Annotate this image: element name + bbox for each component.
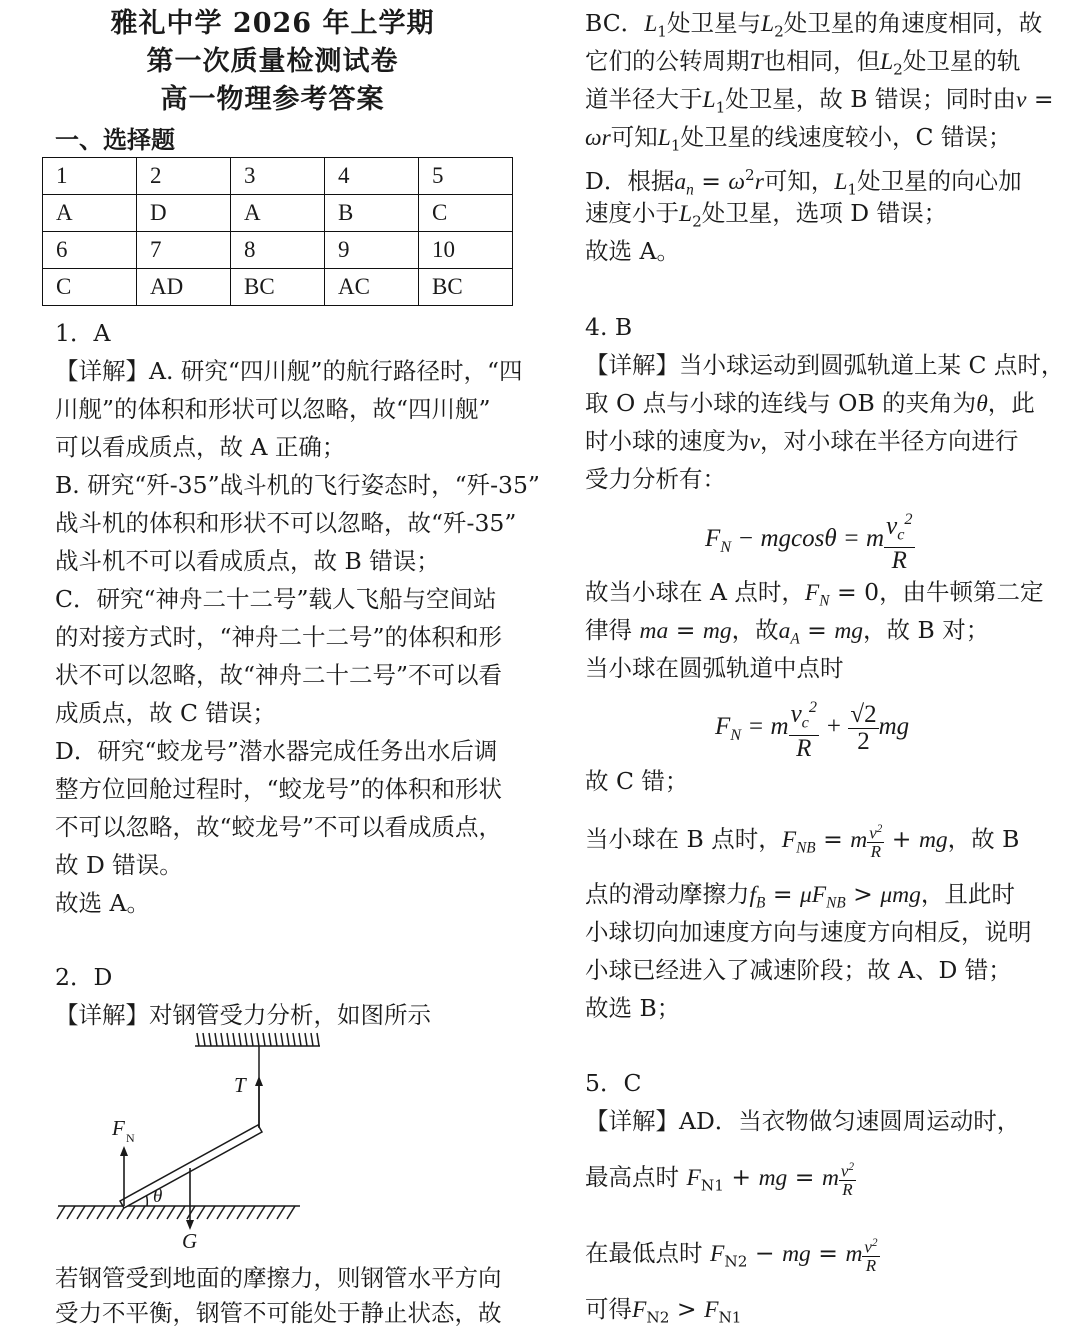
q1-line: 不可以忽略，故“蛟龙号”不可以看成质点， bbox=[55, 813, 503, 841]
section-title: 一、选择题 bbox=[55, 125, 175, 154]
table-row bbox=[43, 195, 513, 232]
table-cell: 9 bbox=[325, 232, 419, 269]
q3-conclusion: 故选 A。 bbox=[585, 237, 680, 265]
force-diagram bbox=[0, 1030, 545, 1265]
table-cell: 10 bbox=[419, 232, 513, 269]
q1-line: B. 研究“歼-35”战斗机的飞行姿态时，“歼-35” bbox=[55, 471, 540, 499]
exam-title-answer-key: 高一物理参考答案 bbox=[160, 84, 385, 115]
table-cell: 2 bbox=[137, 158, 231, 195]
q5-line: 最高点时 $F_{N1}$ + mg = m $\frac{v^2}{R}$ bbox=[585, 1161, 854, 1199]
q1-heading: 1．A bbox=[55, 319, 111, 347]
q3-line: BC．$L_1$处卫星与$L_2$处卫星的角速度相同，故 bbox=[585, 9, 1043, 41]
q4-line: 受力分析有： bbox=[585, 465, 726, 493]
q2-intro: 【详解】对钢管受力分析，如图所示 bbox=[55, 1001, 431, 1029]
ground-hatch bbox=[57, 1206, 295, 1219]
q2-heading: 2．D bbox=[55, 963, 113, 991]
table-cell: AD bbox=[137, 269, 231, 306]
q1-line: 战斗机不可以看成质点，故 B 错误； bbox=[55, 547, 440, 575]
table-cell: 7 bbox=[137, 232, 231, 269]
ceiling-hatch bbox=[197, 1033, 319, 1046]
table-row bbox=[43, 158, 513, 195]
table-cell: A bbox=[231, 195, 325, 232]
theta-label: θ bbox=[153, 1186, 163, 1207]
q4-line: 小球切向加速度方向与速度方向相反，说明 bbox=[585, 918, 1032, 946]
table-cell: 4 bbox=[325, 158, 419, 195]
q1-line: 的对接方式时，“神舟二十二号”的体积和形 bbox=[55, 623, 503, 651]
q5-line-cut: 可得$F_{N2} > F_{N1}$ bbox=[585, 1295, 742, 1327]
q1-line: 状不可以忽略，故“神舟二十二号”不可以看 bbox=[55, 661, 503, 689]
normal-force-label: F bbox=[112, 1116, 125, 1140]
q1-line: C．研究“神舟二十二号”载人飞船与空间站 bbox=[55, 585, 497, 613]
q5-line: 在最低点时 $F_{N2}$ − mg = m $\frac{v^2}{R}$ bbox=[585, 1237, 878, 1275]
normal-force-arrowhead bbox=[120, 1146, 128, 1156]
normal-force-subscript: N bbox=[126, 1131, 135, 1145]
q3-line: 它们的公转周期T也相同，但$L_2$处卫星的轨 bbox=[585, 47, 1021, 79]
q1-line: 可以看成质点，故 A 正确； bbox=[55, 433, 346, 461]
table-cell: D bbox=[137, 195, 231, 232]
steel-pipe bbox=[120, 1125, 262, 1208]
q5-line: 【详解】AD．当衣物做匀速圆周运动时， bbox=[585, 1107, 1021, 1135]
q4-line: 取 O 点与小球的连线与 OB 的夹角为θ，此 bbox=[585, 389, 1035, 417]
answer-table bbox=[42, 157, 513, 306]
q4-line: 故 C 错； bbox=[585, 767, 689, 795]
gravity-label: G bbox=[182, 1229, 198, 1253]
table-row bbox=[43, 269, 513, 306]
table-cell: 5 bbox=[419, 158, 513, 195]
table-cell: C bbox=[43, 269, 137, 306]
q2-line: 若钢管受到地面的摩擦力，则钢管水平方向 bbox=[55, 1264, 502, 1292]
q4-line: 【详解】当小球运动到圆弧轨道上某 C 点时， bbox=[585, 351, 1065, 379]
q1-line: 战斗机的体积和形状不可以忽略，故“歼-35” bbox=[55, 509, 517, 537]
tension-arrowhead bbox=[255, 1076, 263, 1086]
q1-line: 故 D 错误。 bbox=[55, 851, 183, 879]
q3-line: D．根据$a_n = \omega^2r$可知，$L_1$处卫星的向心加 bbox=[585, 166, 1022, 199]
q4-line: 时小球的速度为v，对小球在半径方向进行 bbox=[585, 427, 1019, 455]
q4-heading: 4. B bbox=[585, 313, 633, 341]
table-cell: B bbox=[325, 195, 419, 232]
q2-line-cut: 受力不平衡，钢管不可能处于静止状态，故 bbox=[55, 1299, 502, 1327]
table-cell: BC bbox=[419, 269, 513, 306]
q1-line: 故选 A。 bbox=[55, 889, 150, 917]
q3-line: 速度小于$L_2$处卫星，选项 D 错误； bbox=[585, 199, 948, 231]
q5-heading: 5．C bbox=[585, 1069, 642, 1097]
q4-line: 故选 B； bbox=[585, 994, 681, 1022]
q4-line: 小球已经进入了减速阶段；故 A、D 错； bbox=[585, 956, 1012, 984]
q1-line: 川舰”的体积和形状可以忽略，故“四川舰” bbox=[55, 395, 491, 423]
table-cell: 3 bbox=[231, 158, 325, 195]
q4-line: 当小球在圆弧轨道中点时 bbox=[585, 654, 844, 682]
table-cell: 8 bbox=[231, 232, 325, 269]
q3-line: ωr可知$L_1$处卫星的线速度较小，C 错误； bbox=[585, 123, 1012, 155]
equation-radial-force: $F_N - mgcos\theta = m$ $\frac{v_c^2}{R}$ bbox=[705, 506, 915, 574]
q1-line: 【详解】A. 研究“四川舰”的航行路径时，“四 bbox=[55, 357, 523, 385]
equation-midpoint-force: $F_N = m$ $\frac{v_c^2}{R}$ + $\frac{√2}{2}$ mg bbox=[715, 694, 909, 762]
tension-label: T bbox=[234, 1073, 246, 1097]
table-cell: C bbox=[419, 195, 513, 232]
table-cell: BC bbox=[231, 269, 325, 306]
table-cell: 1 bbox=[43, 158, 137, 195]
exam-title-school: 雅礼中学 2026 年上学期 bbox=[110, 8, 435, 39]
exam-title-test: 第一次质量检测试卷 bbox=[146, 46, 399, 77]
q3-line: 道半径大于$L_1$处卫星，故 B 错误；同时由v = bbox=[585, 85, 1054, 117]
table-cell: 6 bbox=[43, 232, 137, 269]
q1-line: 整方位回舱过程时，“蛟龙号”的体积和形状 bbox=[55, 775, 503, 803]
q4-line: 当小球在 B 点时，$F_{NB} = m$ $\frac{v^2}{R}$ + mg，故 B bbox=[585, 823, 1020, 861]
q1-line: 成质点，故 C 错误； bbox=[55, 699, 276, 727]
table-row bbox=[43, 232, 513, 269]
q4-line: 故当小球在 A 点时，$F_N = 0$，由牛顿第二定 bbox=[585, 578, 1044, 610]
q4-line: 点的滑动摩擦力$f_B = \mu F_{NB} > \mu mg$，且此时 bbox=[585, 880, 1015, 912]
table-cell: A bbox=[43, 195, 137, 232]
q4-line: 律得 ma = mg，故$a_A$ = mg，故 B 对； bbox=[585, 616, 990, 648]
table-cell: AC bbox=[325, 269, 419, 306]
q1-line: D．研究“蛟龙号”潜水器完成任务出水后调 bbox=[55, 737, 498, 765]
